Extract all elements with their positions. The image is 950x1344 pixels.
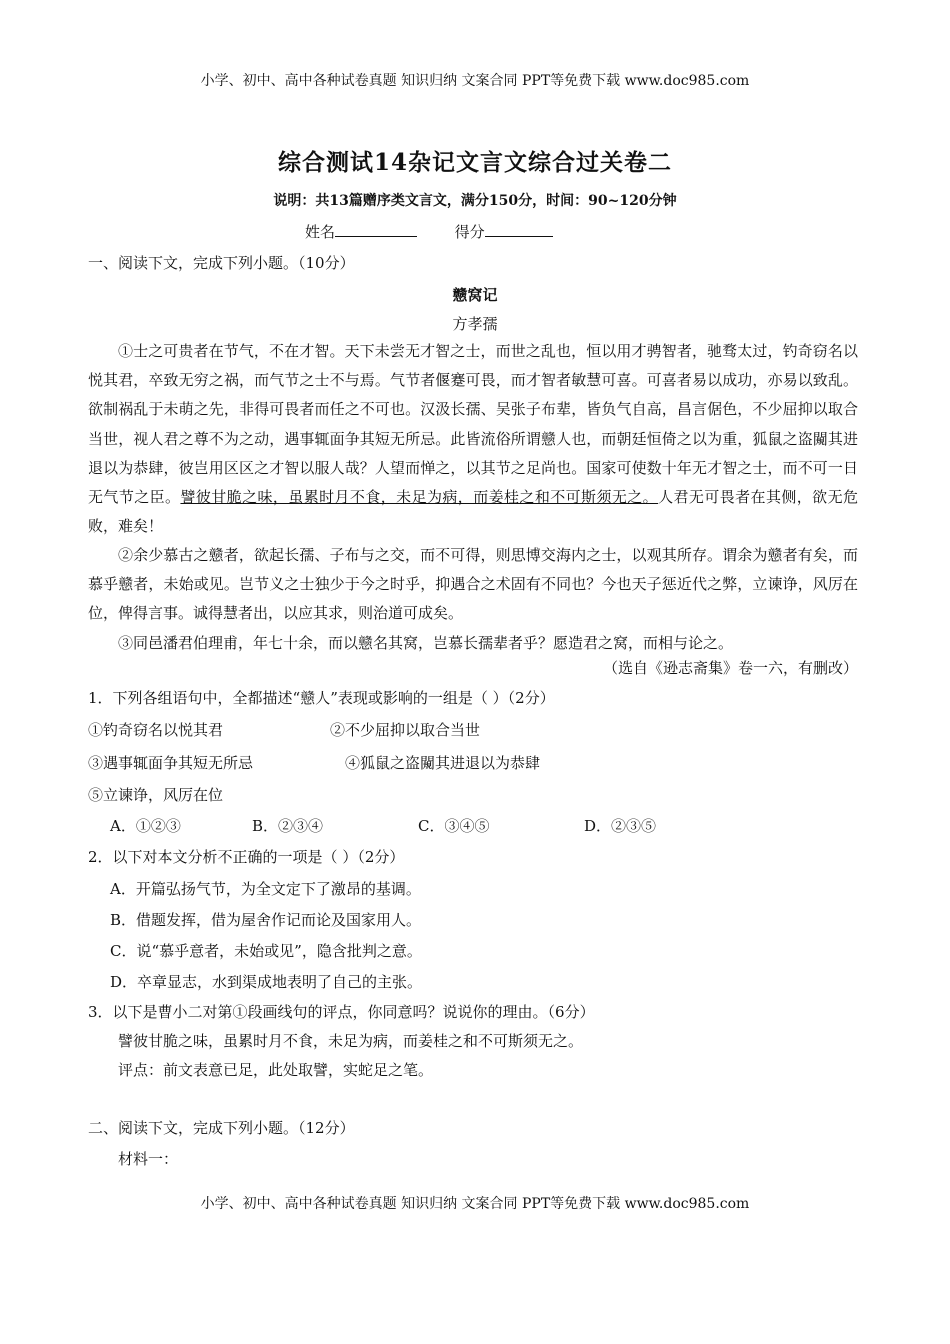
q2-option-d[interactable]: D．卒章显志，水到渠成地表明了自己的主张。 xyxy=(110,973,423,991)
paragraph-3 xyxy=(88,629,858,658)
score-blank[interactable] xyxy=(485,220,553,237)
q3-quote: 譬彼甘脆之味，虽累时月不食，未足为病，而姜桂之和不可斯须无之。 xyxy=(118,1032,584,1050)
paragraph-3-text: ③同邑潘君伯理甫，年七十余，而以戆名其窝，岂慕长孺辈者乎？愿造君之窝，而相与论之。 xyxy=(118,634,734,652)
score-label: 得分 xyxy=(454,223,485,241)
section2-heading: 二、阅读下文，完成下列小题。（12分） xyxy=(88,1119,355,1137)
q1-item-5: ⑤立谏诤，风厉在位 xyxy=(88,786,224,804)
q1-option-b[interactable]: B．②③④ xyxy=(252,817,324,835)
page-header: 小学、初中、高中各种试卷真题 知识归纳 文案合同 PPT等免费下载 www.doc985.com xyxy=(200,73,750,89)
section2-material-label: 材料一： xyxy=(118,1150,179,1168)
paragraph-1 xyxy=(88,337,858,541)
name-label: 姓名 xyxy=(305,223,336,241)
question-3-stem: 3．以下是曹小二对第①段画线句的评点，你同意吗？说说你的理由。（6分） xyxy=(88,1003,595,1021)
q2-option-b[interactable]: B．借题发挥，借为屋舍作记而论及国家用人。 xyxy=(110,911,422,929)
name-score-row xyxy=(305,220,553,242)
passage-title: 戆窝记 xyxy=(452,286,498,304)
section1-heading: 一、阅读下文，完成下列小题。（10分） xyxy=(88,254,355,272)
q3-comment: 评点：前文表意已足，此处取譬，实蛇足之笔。 xyxy=(118,1061,434,1079)
paragraph-2 xyxy=(88,541,858,629)
passage-author: 方孝孺 xyxy=(452,315,498,333)
name-blank[interactable] xyxy=(335,220,417,237)
question-1-stem: 1．下列各组语句中，全都描述“戆人”表现或影响的一组是（ ）（2分） xyxy=(88,689,555,707)
q1-item-4: ④狐鼠之盗闚其进退以为恭肆 xyxy=(345,754,541,772)
paragraph-1-end: 人君无可畏者在其侧，欲无危败，难矣！ xyxy=(88,488,858,536)
page-title: 综合测试14杂记文言文综合过关卷二 xyxy=(277,149,672,176)
q1-item-2: ②不少屈抑以取合当世 xyxy=(330,721,481,739)
q1-option-a[interactable]: A．①②③ xyxy=(110,817,181,835)
paragraph-1-text: ①士之可贵者在节气，不在才智。天下未尝无才智之士，而世之乱也，恒以用才骋智者，驰骛太过，钓奇窃名以悦其君，卒致无穷之祸，而气节之士不与焉。气节者偃蹇可畏，而才智者敏慧可喜。可喜者易以成功，亦易以致乱。欲制祸乱于未萌之先，非得可畏者而任之不可也。汉汲长孺、吴张子布辈，皆负气自高，昌言倨色，不少屈抑以取合当世，视人君之尊不为之动，遇事辄面争其短无所忌。此皆流俗所谓戆人也，而朝廷恒倚之以为重，狐鼠之盗闚其进退以为恭肆，彼岂用区区之才智以服人哉？人望而惮之，以其节之足尚也。国家可使数十年无才智之士，而不可一日无气节之臣。 xyxy=(88,342,858,507)
passage-source: （选自《逊志斋集》卷一六，有删改） xyxy=(602,659,858,677)
q1-item-3: ③遇事辄面争其短无所忌 xyxy=(88,754,254,772)
q1-item-1: ①钓奇窃名以悦其君 xyxy=(88,721,224,739)
paragraph-1-underlined: 譬彼甘脆之味，虽累时月不食，未足为病，而姜桂之和不可斯须无之。 xyxy=(180,488,659,507)
q2-option-a[interactable]: A．开篇弘扬气节，为全文定下了激昂的基调。 xyxy=(110,880,421,898)
exam-note: 说明：共13篇赠序类文言文，满分150分，时间：90~120分钟 xyxy=(273,193,677,209)
question-2-stem: 2．以下对本文分析不正确的一项是（ ）（2分） xyxy=(88,848,405,866)
q1-option-c[interactable]: C．③④⑤ xyxy=(418,817,490,835)
q2-option-c[interactable]: C．说“慕乎意者，未始或见”，隐含批判之意。 xyxy=(110,942,422,960)
paragraph-2-text: ②余少慕古之戆者，欲起长孺、子布与之交，而不可得，则思博交海内之士，以观其所存。谓余为戆者有矣，而慕乎戆者，未始或见。岂节义之士独少于今之时乎，抑遇合之术固有不同也？今也天子惩近代之弊，立谏诤，风厉在位，俾得言事。诚得慧者出，以应其求，则治道可成矣。 xyxy=(88,546,858,623)
page-footer: 小学、初中、高中各种试卷真题 知识归纳 文案合同 PPT等免费下载 www.doc985.com xyxy=(200,1196,750,1212)
q1-option-d[interactable]: D．②③⑤ xyxy=(584,817,657,835)
